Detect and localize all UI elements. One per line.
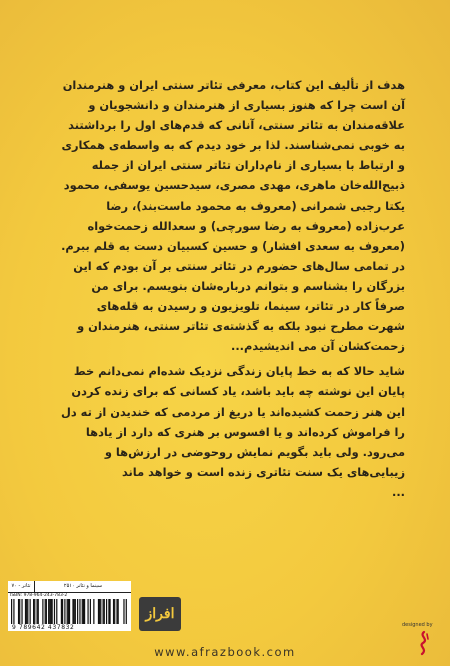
barcode-bar [34, 599, 35, 624]
barcode-bar [62, 599, 63, 624]
isbn-text: ISBN: 978-964-243-783-2 [10, 593, 68, 598]
barcode-bar [18, 599, 19, 624]
barcode-bar [126, 599, 127, 624]
barcode-bar [36, 599, 37, 624]
barcode-bar [103, 599, 104, 624]
barcode-bar [13, 599, 14, 624]
barcode-bar [64, 599, 65, 624]
barcode-bar [87, 599, 88, 624]
barcode-bar [84, 599, 85, 624]
barcode-bar [56, 599, 57, 624]
barcode-bar [19, 599, 20, 624]
barcode-bar [72, 599, 73, 624]
barcode-bar [79, 599, 80, 624]
barcode-bar [21, 599, 22, 624]
barcode-bar [74, 599, 75, 624]
designed-by-label: designed by [402, 622, 433, 628]
barcode-bar [93, 599, 94, 624]
barcode-bar [46, 599, 47, 624]
barcode-bar [54, 599, 55, 624]
barcode-bar [104, 599, 105, 624]
barcode-bar [69, 599, 70, 624]
barcode-bar [27, 599, 28, 624]
barcode-bar [113, 599, 114, 624]
barcode-bar [90, 599, 91, 624]
catalog-strip [8, 581, 131, 593]
barcode-bar [67, 599, 68, 624]
barcode-bar [68, 599, 69, 624]
barcode-bar [108, 599, 109, 624]
ellipsis: ... [392, 484, 405, 499]
publisher-website: www.afrazbook.com [154, 645, 296, 659]
barcode-bar [49, 599, 50, 624]
category-label: سینما و تئاتر ۲۵۱۰ [63, 583, 103, 589]
barcode-label [8, 581, 131, 631]
barcode-bar [26, 599, 27, 624]
barcode-bar [77, 599, 78, 624]
barcode-bar [114, 599, 115, 624]
barcode-bars [11, 599, 128, 624]
barcode-bar [82, 599, 83, 624]
paragraph-closing [60, 361, 405, 502]
barcode-bar [83, 599, 84, 624]
barcode-bar [48, 599, 49, 624]
designer-signature-icon [416, 630, 432, 656]
barcode-bar [106, 599, 107, 624]
barcode-bar [100, 599, 101, 624]
paragraph-intro: هدف از تألیف این کتاب، معرفی تئاتر سنتی ایران و هنرمندان آن است چرا که هنوز بسیاری از هنرمندان و دانشجویان و علاقه‌مندان به تئاتر سنتی، آنانی که قدم‌های اول را برداشتند به خوبی نمی‌شناسند. لذا بر خود دیدم که به واسطه‌ی همکاری و ارتباط با بسیاری از نام‌داران تئاتر سنتی ایران از جمله ذبیح‌الله‌خان ماهری، مهدی مصری، سیدحسین یوسفی، محمود یکتا رجبی شمرانی (معروف به محمود ماست‌بند)، رضا عرب‌زاده (معروف به رضا سورچی) و سعدالله زحمت‌خواه (معروف به سعدی افشار) و حسین کسبیان دست به قلم ببرم. در تمامی سال‌های حضورم در تئاتر سنتی بر آن بودم که این بزرگان را بشناسم و بتوانم درباره‌شان بنویسم. برای من صرفاً کار در تئاتر، سینما، تلویزیون و رسیدن به قله‌های شهرت مطرح نبود بلکه به گذشته‌ی تئاتر سنتی، هنرمندان و زحمت‌کشان آن می اندیشیدم... [61, 78, 405, 354]
publisher-logo: افراز [139, 597, 181, 631]
barcode-bar [30, 599, 31, 624]
barcode-bar [50, 599, 51, 624]
barcode-bar [11, 599, 12, 624]
barcode-bar [99, 599, 100, 624]
barcode-bar [116, 599, 117, 624]
barcode-bar [42, 599, 43, 624]
barcode-bar [33, 599, 34, 624]
back-cover-text [60, 75, 405, 502]
barcode-bar [109, 599, 110, 624]
barcode-bar [118, 599, 119, 624]
barcode-bar [123, 599, 124, 624]
barcode-bar [75, 599, 76, 624]
barcode-bar [52, 599, 53, 624]
barcode-bar [61, 599, 62, 624]
barcode-bar [98, 599, 99, 624]
series-number: تئاتر - ۷۰ [8, 581, 35, 592]
barcode-bar [45, 599, 46, 624]
barcode-digits: 9 789642 437832 [12, 624, 75, 631]
barcode-bar [38, 599, 39, 624]
barcode-bar [25, 599, 26, 624]
paragraph-closing-text: شاید حالا که به خط پایان زندگی نزدیک شده‌ام نمی‌دانم خط پایان این نوشته چه باید باشد، یاد کسانی که برای زنده کردن این هنر زحمت کشیده‌اند یا دریغ از مردمی که خندیدن از ته دل را فراموش کرده‌اند و یا افسوس بر هنری که دارد از یادها می‌رود. ولی باید بگویم نمایش روحوضی در ارزش‌ها و زیبایی‌های یک سنت تئاتری زنده است و خواهد ماند [60, 364, 405, 479]
